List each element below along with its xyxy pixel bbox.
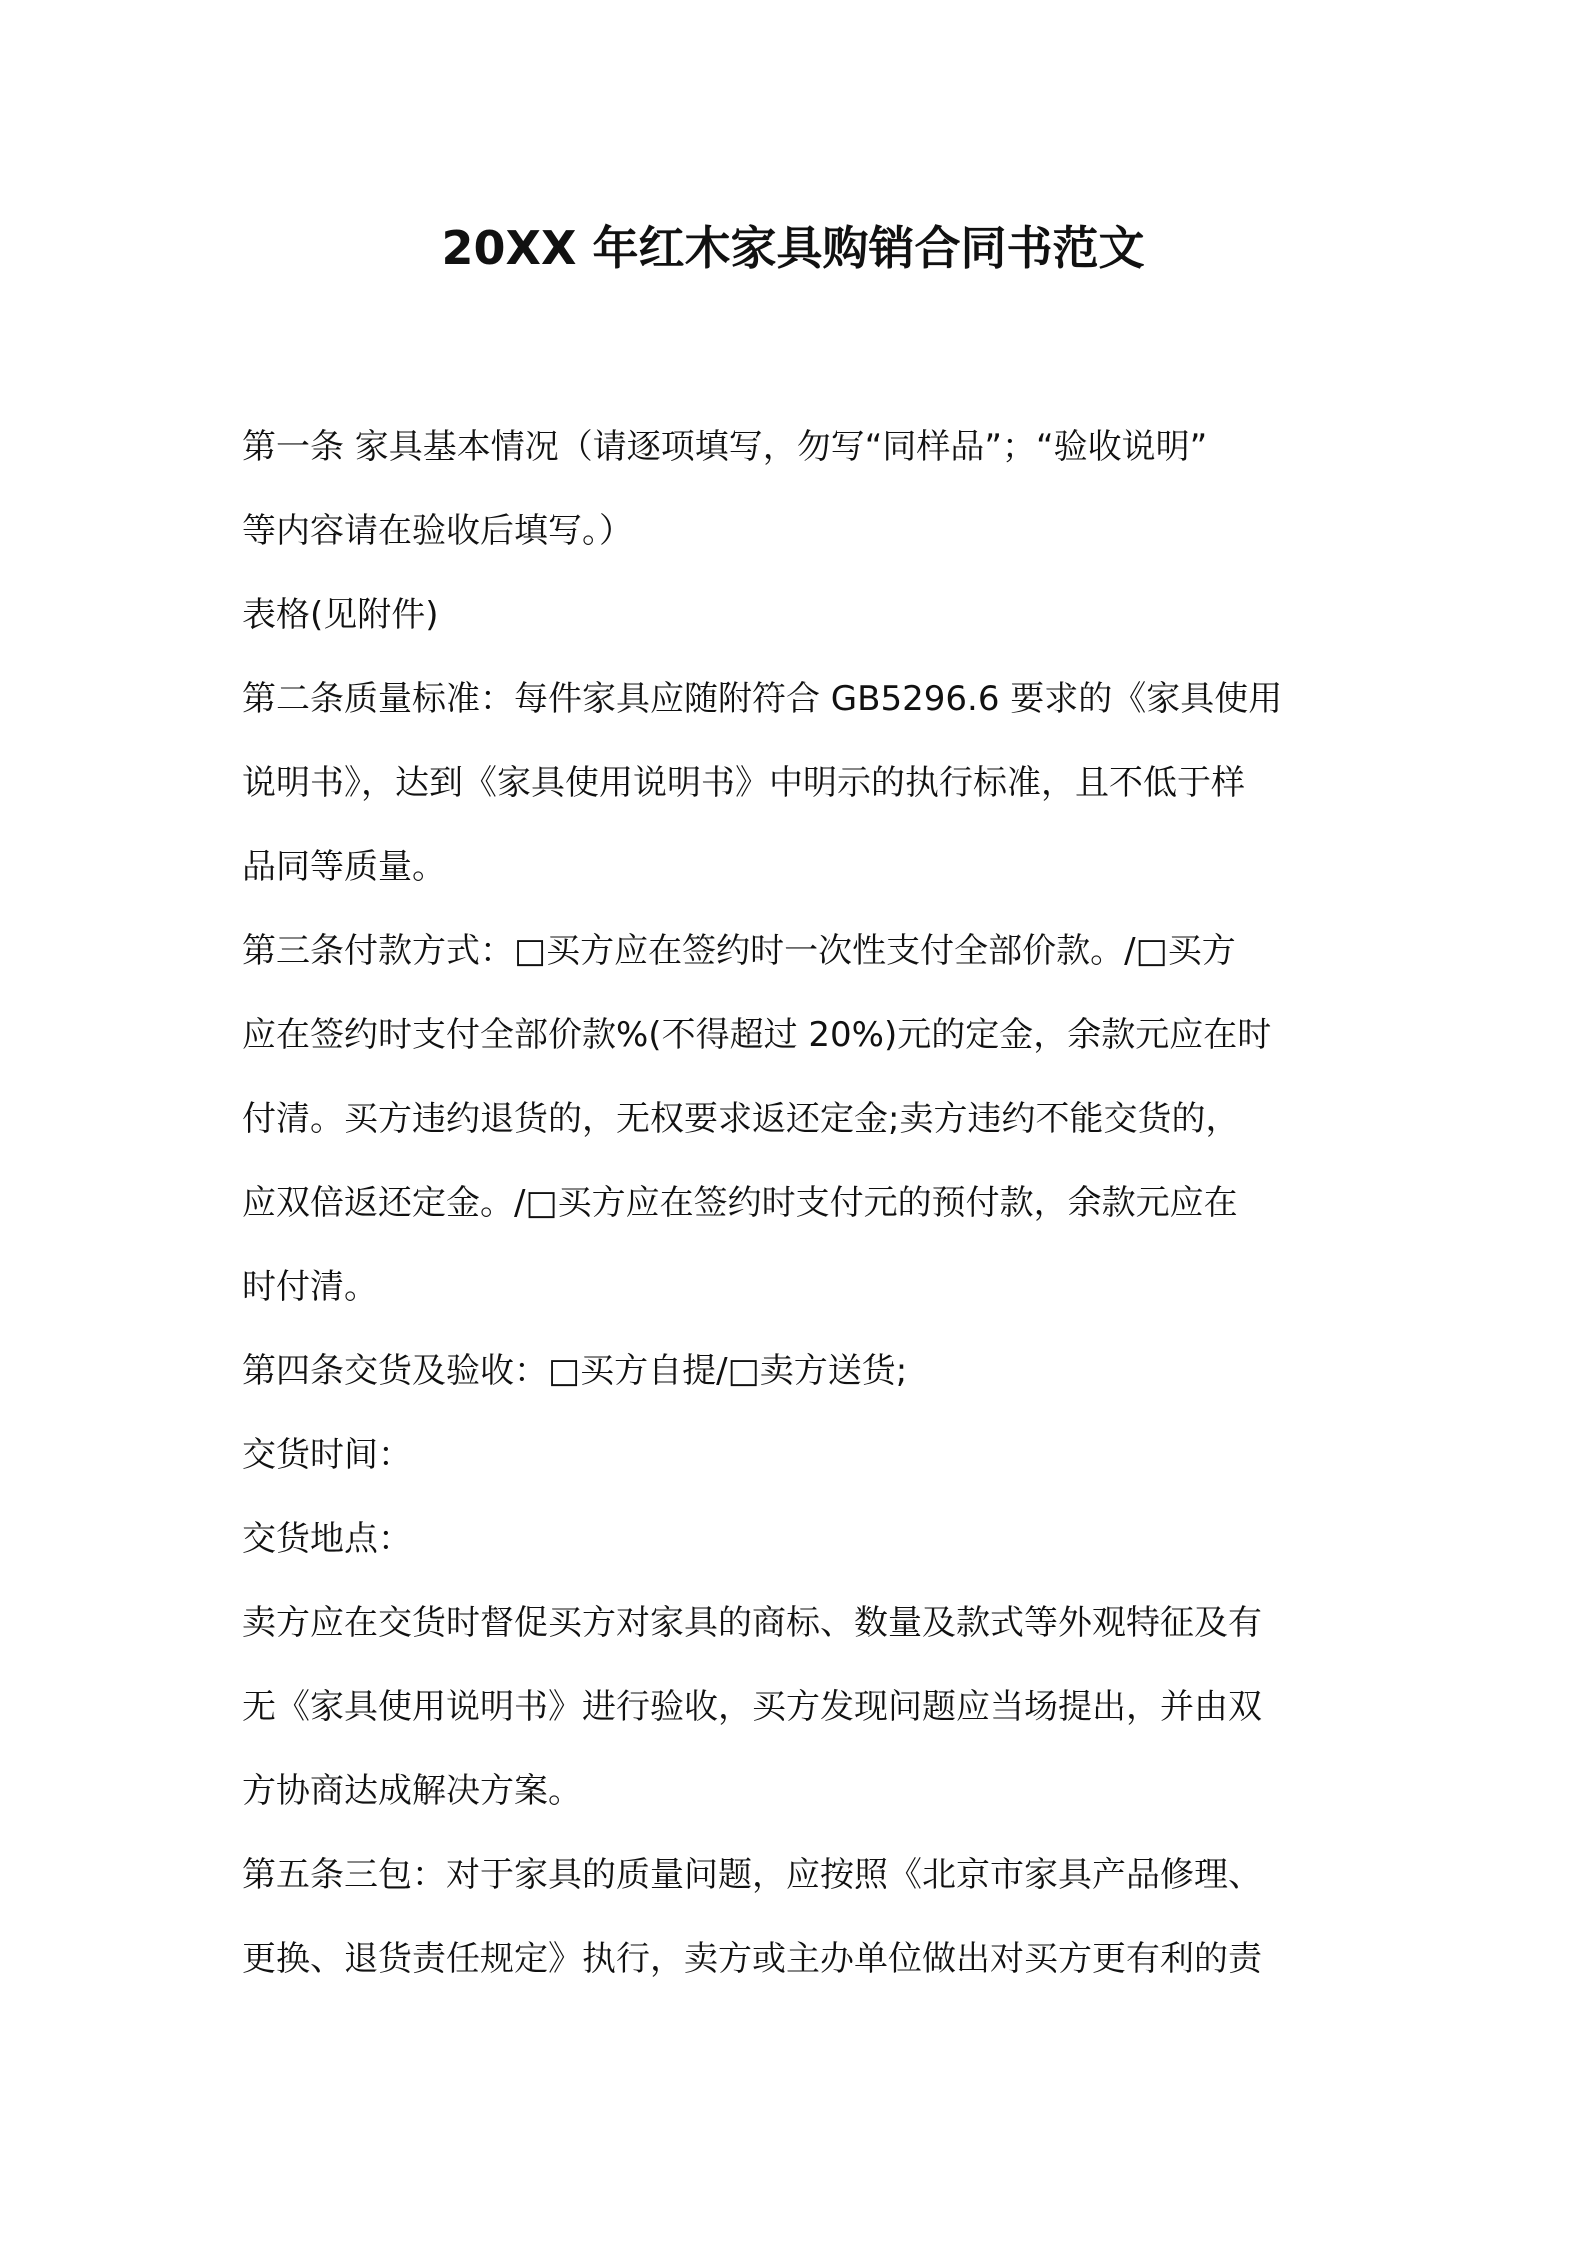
body-line: 第五条三包：对于家具的质量问题，应按照《北京市家具产品修理、 (242, 1855, 1262, 1895)
body-line: 第一条 家具基本情况（请逐项填写，勿写“同样品”；“验收说明” (242, 427, 1208, 467)
body-line: 更换、退货责任规定》执行，卖方或主办单位做出对买方更有利的责 (242, 1939, 1262, 1979)
body-line: 卖方应在交货时督促买方对家具的商标、数量及款式等外观特征及有 (242, 1603, 1262, 1643)
body-line: 第四条交货及验收：□买方自提/□卖方送货; (242, 1351, 908, 1391)
body-line: 应在签约时支付全部价款%(不得超过 20%)元的定金，余款元应在时 (242, 1015, 1272, 1055)
body-line: 交货时间： (242, 1435, 412, 1475)
body-line: 付清。买方违约退货的，无权要求返还定金;卖方违约不能交货的， (242, 1099, 1240, 1139)
document-title: 20XX 年红木家具购销合同书范文 (441, 221, 1145, 275)
body-line: 第二条质量标准：每件家具应随附符合 GB5296.6 要求的《家具使用 (242, 679, 1283, 719)
body-line: 时付清。 (242, 1267, 378, 1307)
body-line: 交货地点： (242, 1519, 412, 1559)
body-line: 无《家具使用说明书》进行验收，买方发现问题应当场提出，并由双 (242, 1687, 1262, 1727)
body-line: 表格(见附件) (242, 595, 439, 635)
body-line: 等内容请在验收后填写。） (242, 511, 633, 551)
body-line: 方协商达成解决方案。 (242, 1771, 582, 1811)
body-line: 应双倍返还定金。/□买方应在签约时支付元的预付款，余款元应在 (242, 1183, 1238, 1223)
body-line: 说明书》，达到《家具使用说明书》中明示的执行标准，且不低于样 (242, 763, 1245, 803)
body-line: 品同等质量。 (242, 847, 446, 887)
document-body (242, 405, 1362, 2001)
body-line: 第三条付款方式：□买方应在签约时一次性支付全部价款。/□买方 (242, 931, 1236, 971)
